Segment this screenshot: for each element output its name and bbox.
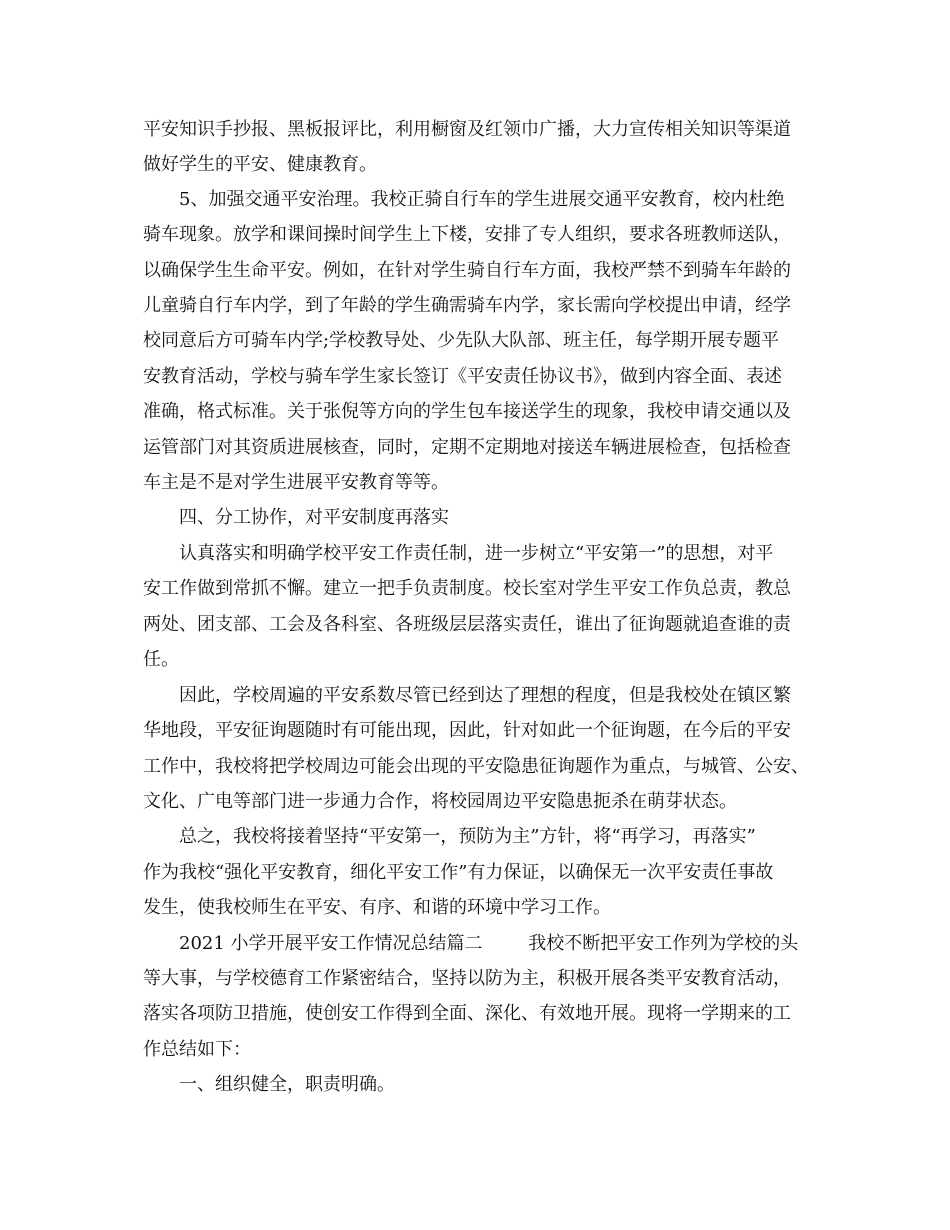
section-title-line: 2021 小学开展平安工作情况总结篇二 我校不断把平安工作列为学校的头 <box>179 933 799 954</box>
paragraph-line: 作总结如下： <box>143 1039 251 1060</box>
section-heading: 一、组织健全，职责明确。 <box>179 1074 395 1095</box>
paragraph-line: 儿童骑自行车内学，到了年龄的学生确需骑车内学，家长需向学校提出申请，经学 <box>143 295 791 316</box>
paragraph-line: 落实各项防卫措施，使创安工作得到全面、深化、有效地开展。现将一学期来的工 <box>143 1003 791 1024</box>
paragraph-line: 认真落实和明确学校平安工作责任制，进一步树立“平安第一”的思想，对平 <box>179 543 774 564</box>
paragraph-line: 安工作做到常抓不懈。建立一把手负责制度。校长室对学生平安工作负总责，教总 <box>143 578 791 599</box>
paragraph-line: 作为我校“强化平安教育，细化平安工作”有力保证，以确保无一次平安责任事故 <box>143 862 774 883</box>
paragraph-line: 校同意后方可骑车内学;学校教导处、少先队大队部、班主任，每学期开展专题平 <box>143 330 780 351</box>
paragraph-line: 做好学生的平安、健康教育。 <box>143 154 377 175</box>
paragraph-line: 准确，格式标准。关于张倪等方向的学生包车接送学生的现象，我校申请交通以及 <box>143 401 791 422</box>
paragraph-line: 等大事，与学校德育工作紧密结合，坚持以防为主，积极开展各类平安教育活动， <box>143 968 791 989</box>
section-heading: 四、分工协作，对平安制度再落实 <box>179 507 449 528</box>
paragraph-line: 5、加强交通平安治理。我校正骑自行车的学生进展交通平安教育，校内杜绝 <box>179 189 785 210</box>
paragraph-line: 运管部门对其资质进展核查，同时，定期不定期地对接送车辆进展检查，包括检查 <box>143 437 791 458</box>
paragraph-line: 平安知识手抄报、黑板报评比，利用橱窗及红领巾广播，大力宣传相关知识等渠道 <box>143 119 791 140</box>
paragraph-line: 工作中，我校将把学校周边可能会出现的平安隐患征询题作为重点，与城管、公安、 <box>143 756 809 777</box>
paragraph-line: 发生，使我校师生在平安、有序、和谐的环境中学习工作。 <box>143 897 611 918</box>
paragraph-line: 因此，学校周遍的平安系数尽管已经到达了理想的程度，但是我校处在镇区繁 <box>179 685 791 706</box>
paragraph-line: 总之，我校将接着坚持“平安第一，预防为主”方针，将“再学习，再落实” <box>179 826 756 847</box>
paragraph-line: 安教育活动，学校与骑车学生家长签订《平安责任协议书》，做到内容全面、表述 <box>143 366 782 387</box>
paragraph-line: 华地段，平安征询题随时有可能出现，因此，针对如此一个征询题，在今后的平安 <box>143 720 791 741</box>
paragraph-line: 两处、团支部、工会及各科室、各班级层层落实责任，谁出了征询题就追查谁的责 <box>143 614 791 635</box>
paragraph-line: 以确保学生生命平安。例如，在针对学生骑自行车方面，我校严禁不到骑车年龄的 <box>143 260 791 281</box>
paragraph-line: 任。 <box>143 649 179 670</box>
paragraph-line: 车主是不是对学生进展平安教育等等。 <box>143 472 449 493</box>
paragraph-line: 文化、广电等部门进一步通力合作，将校园周边平安隐患扼杀在萌芽状态。 <box>143 791 737 812</box>
paragraph-line: 骑车现象。放学和课间操时间学生上下楼，安排了专人组织，要求各班教师送队， <box>143 224 791 245</box>
